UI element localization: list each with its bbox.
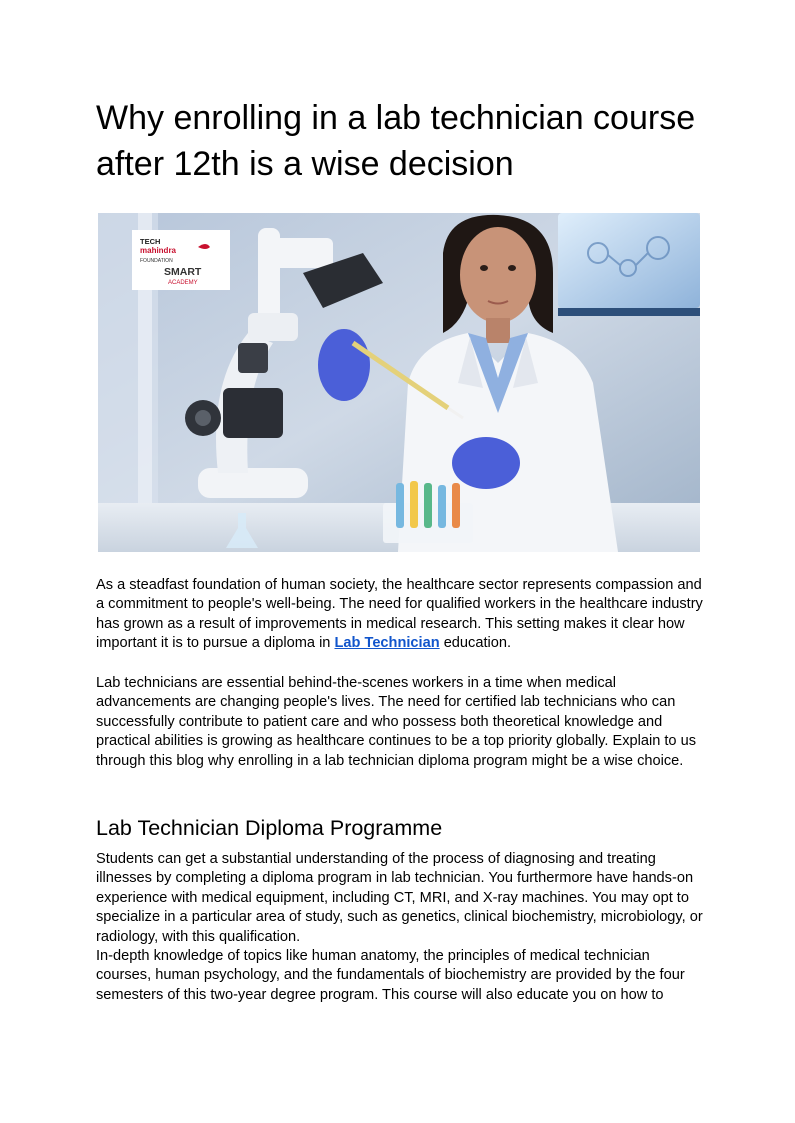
section-paragraph-2: In-depth knowledge of topics like human anatomy, the principles of medical technician courses, human psychology, and the fundamentals of biochemistry are provided by the four semesters of this two-year degree program. This course will also educate you on how to	[96, 948, 685, 1003]
svg-text:TECH: TECH	[140, 237, 161, 246]
article-title: Why enrolling in a lab technician course after 12th is a wise decision	[96, 99, 696, 183]
intro-text: As a steadfast foundation of human society, the healthcare sector represents compassion and a commitment to people's well-being. The need for qualified workers in the healthcare industry has grown as a result of improvements in medical research. This setting makes it clear how important it is to pursue a diploma in	[96, 577, 703, 652]
tech-mahindra-logo	[132, 230, 230, 290]
section-heading: Lab Technician Diploma Programme	[96, 816, 443, 840]
svg-text:SMART: SMART	[164, 266, 202, 278]
hero-image	[98, 213, 700, 552]
svg-text:ACADEMY: ACADEMY	[168, 280, 198, 286]
intro-text-end: education.	[439, 635, 512, 652]
svg-text:mahindra: mahindra	[140, 246, 177, 255]
section-body	[96, 850, 704, 1005]
intro-paragraph	[96, 576, 704, 654]
lab-technician-link[interactable]: Lab Technician	[334, 635, 440, 652]
svg-text:FOUNDATION: FOUNDATION	[140, 258, 173, 264]
second-paragraph: Lab technicians are essential behind-the-scenes workers in a time when medical advancements are changing people's lives. The need for certified lab technicians who can successfully contribute to patient care and who possess both theoretical knowledge and practical abilities is growing as healthcare continues to be a top priority globally. Explain to us through this blog why enrolling in a lab technician diploma program might be a wise choice.	[96, 675, 697, 769]
section-paragraph-1: Students can get a substantial understanding of the process of diagnosing and treating illnesses by completing a diploma program in lab technician. You furthermore have hands-on experience with medical equipment, including CT, MRI, and X-ray machines. You may opt to specialize in a particular area of study, such as genetics, clinical biochemistry, microbiology, or radiology, with this qualification.	[96, 851, 703, 945]
